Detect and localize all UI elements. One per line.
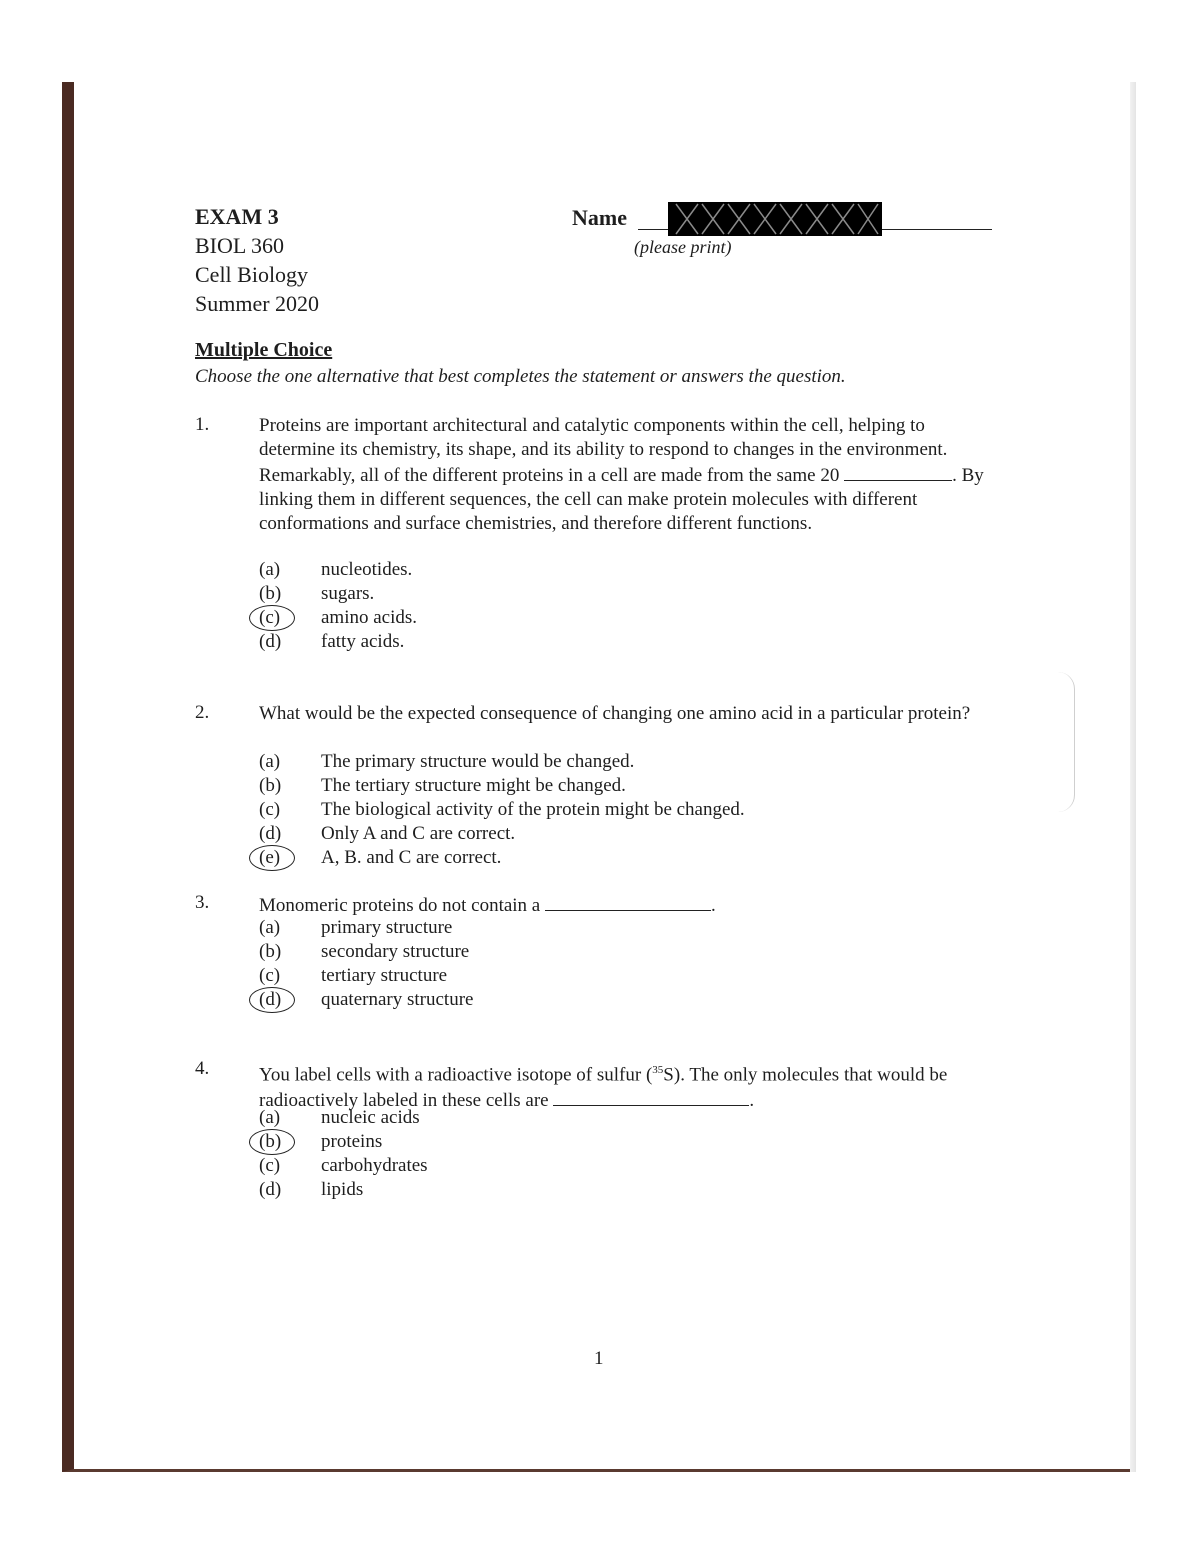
paper-crease xyxy=(1058,672,1075,812)
course-code: BIOL 360 xyxy=(195,233,285,258)
question-text: What would be the expected consequence of changing one amino acid in a particular protein? xyxy=(259,703,971,724)
exam-header xyxy=(195,202,319,318)
question-number: 1. xyxy=(195,414,210,435)
redaction-box xyxy=(668,202,882,236)
name-field xyxy=(572,205,732,257)
print-note: (please print) xyxy=(634,237,732,257)
page-edge xyxy=(1130,82,1136,1472)
answer-blank xyxy=(553,1087,749,1106)
question-number: 4. xyxy=(195,1058,210,1079)
question-text: You label cells with a radioactive isotope of sulfur ($^{35}$S). The only molecules that would be radioactively labeled in these cells are . xyxy=(259,1064,948,1112)
course-subject: Cell Biology xyxy=(195,262,309,287)
answer-blank xyxy=(844,462,952,481)
question-number: 3. xyxy=(195,892,210,913)
name-label: Name xyxy=(572,205,627,230)
question-number: 2. xyxy=(195,702,210,723)
question-text: Proteins are important architectural and catalytic components within the cell, helping to determine its chemistry, its shape, and its ability to respond to changes in the environment. Remarkably, all of the different proteins in a cell are made from the same 20 . By linking them in different sequences, the cell can make protein molecules with different conformations and surface chemistries, and therefore different functions. xyxy=(259,415,984,534)
question-text: Monomeric proteins do not contain a . xyxy=(259,892,994,918)
section-title: Multiple Choice xyxy=(195,339,333,361)
isotope-mass-number: 35 xyxy=(652,1064,664,1076)
answer-blank xyxy=(545,892,711,911)
section-instructions: Choose the one alternative that best completes the statement or answers the question. xyxy=(195,366,846,387)
course-term: Summer 2020 xyxy=(195,291,320,316)
exam-title: EXAM 3 xyxy=(195,204,279,229)
page-number: 1 xyxy=(594,1348,604,1369)
